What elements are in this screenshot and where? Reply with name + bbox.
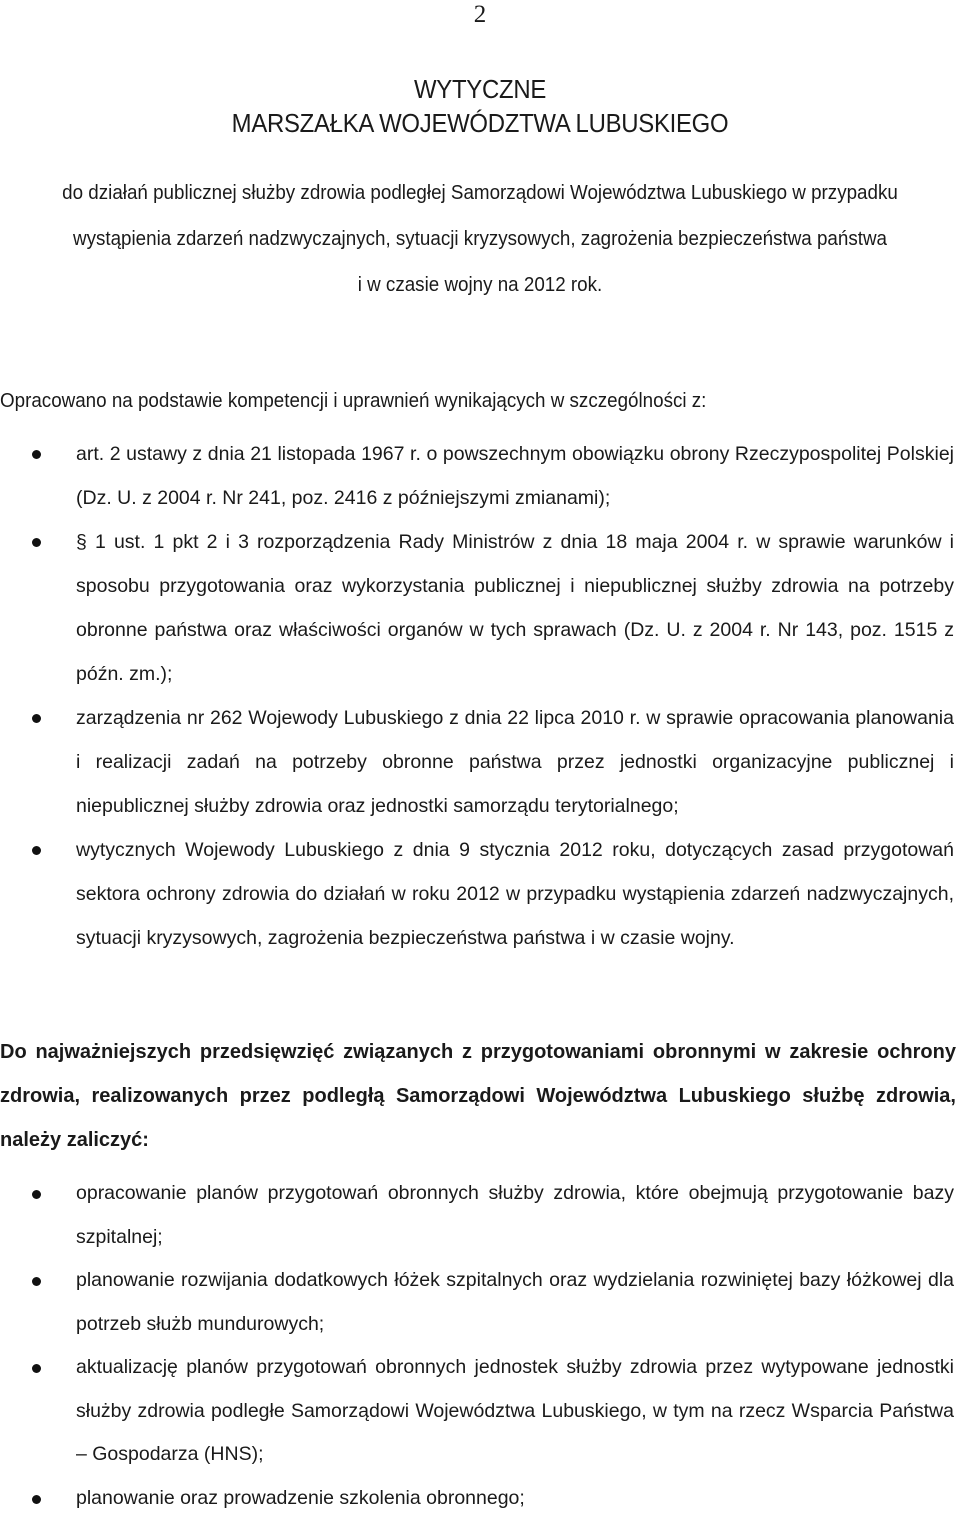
bullet-icon (32, 714, 41, 723)
list-item (0, 696, 960, 828)
list-item (0, 1477, 960, 1520)
basis-list (0, 432, 960, 960)
document-subtitle (29, 170, 931, 308)
list-item (0, 828, 960, 960)
list-item (0, 1259, 960, 1346)
basis-heading: Opracowano na podstawie kompetencji i uprawnień wynikających w szczególności z: (0, 390, 706, 413)
bullet-icon (32, 1190, 41, 1199)
list-item-text: aktualizację planów przygotowań obronnych jednostek służby zdrowia przez wytypowane jednostki służby zdrowia podległe Samorządowi Województwa Lubuskiego, w tym na rzecz Wsparcia Państwa – Gospodarza (HNS); (76, 1356, 954, 1465)
list-item (0, 520, 960, 696)
list-item-text: planowanie oraz prowadzenie szkolenia obronnego; (76, 1487, 525, 1509)
list-item-text: § 1 ust. 1 pkt 2 i 3 rozporządzenia Rady Ministrów z dnia 18 maja 2004 r. w sprawie warunków i sposobu przygotowania oraz wykorzystania publicznej i niepublicznej służby zdrowia na potrzeby obronne państwa oraz właściwości organów w tych sprawach (Dz. U. z 2004 r. Nr 143, poz. 1515 z późn. zm.); (76, 531, 954, 685)
list-item-text: planowanie rozwijania dodatkowych łóżek szpitalnych oraz wydzielania rozwiniętej bazy łóżkowej dla potrzeb służb mundurowych; (76, 1269, 954, 1335)
page-number: 2 (0, 0, 960, 30)
list-item-text: opracowanie planów przygotowań obronnych służby zdrowia, które obejmują przygotowanie bazy szpitalnej; (76, 1182, 954, 1248)
list-item (0, 1346, 960, 1477)
subtitle-line: wystąpienia zdarzeń nadzwyczajnych, sytuacji kryzysowych, zagrożenia bezpieczeństwa państwa (29, 216, 931, 262)
bullet-icon (32, 538, 41, 547)
list-item-text: zarządzenia nr 262 Wojewody Lubuskiego z dnia 22 lipca 2010 r. w sprawie opracowania planowania i realizacji zadań na potrzeby obronne państwa przez jednostki organizacyjne publicznej i niepublicznej służby zdrowia oraz jednostki samorządu terytorialnego; (76, 707, 954, 817)
bullet-icon (32, 846, 41, 855)
key-tasks-list (0, 1172, 960, 1520)
bullet-icon (32, 1277, 41, 1286)
list-item-text: wytycznych Wojewody Lubuskiego z dnia 9 stycznia 2012 roku, dotyczących zasad przygotowań sektora ochrony zdrowia do działań w roku 2012 w przypadku wystąpienia zdarzeń nadzwyczajnych, sytuacji kryzysowych, zagrożenia bezpieczeństwa państwa i w czasie wojny. (76, 839, 954, 949)
document-title-line1: WYTYCZNE (38, 74, 921, 105)
subtitle-line: do działań publicznej służby zdrowia podległej Samorządowi Województwa Lubuskiego w przypadku (29, 170, 931, 216)
bullet-icon (32, 450, 41, 459)
list-item (0, 432, 960, 520)
key-tasks-heading: Do najważniejszych przedsięwzięć związanych z przygotowaniami obronnymi w zakresie ochrony zdrowia, realizowanych przez podległą Samorządowi Województwa Lubuskiego służbę zdrowia, należy zaliczyć: (0, 1030, 960, 1162)
bullet-icon (32, 1364, 41, 1373)
subtitle-line: i w czasie wojny na 2012 rok. (29, 262, 931, 308)
list-item (0, 1172, 960, 1259)
bullet-icon (32, 1495, 41, 1504)
document-title-line2: MARSZAŁKA WOJEWÓDZTWA LUBUSKIEGO (38, 108, 921, 139)
list-item-text: art. 2 ustawy z dnia 21 listopada 1967 r. o powszechnym obowiązku obrony Rzeczypospolitej Polskiej (Dz. U. z 2004 r. Nr 241, poz. 2416 z późniejszymi zmianami); (76, 443, 954, 509)
